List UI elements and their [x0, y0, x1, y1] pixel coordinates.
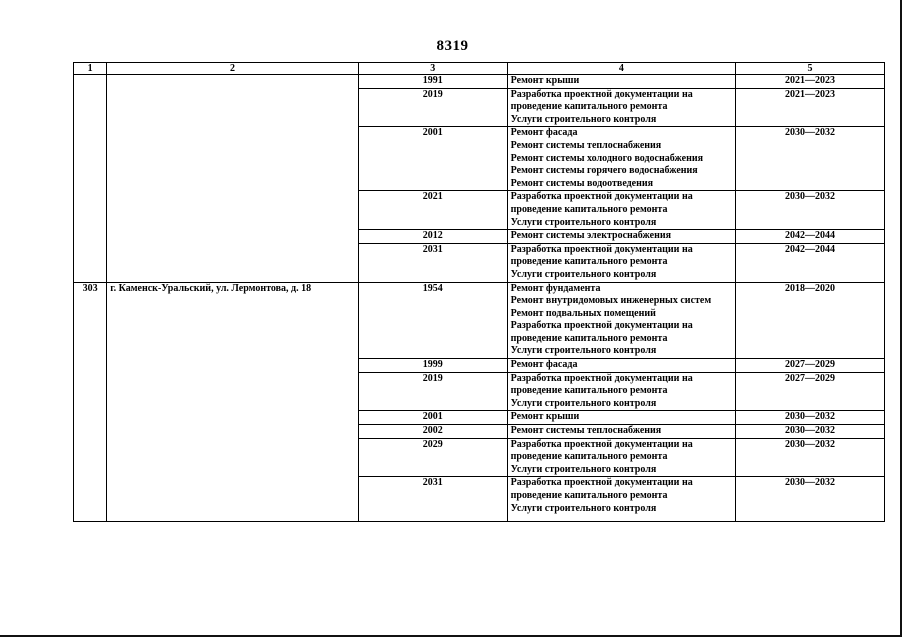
work-type-cell: [507, 230, 735, 244]
period-cell: 2021—2023: [736, 88, 885, 127]
year-cell: 2001: [358, 127, 507, 191]
work-type-cell: [507, 75, 735, 89]
work-item: Услуги строительного контроля: [510, 397, 657, 409]
period-cell: 2030—2032: [736, 191, 885, 230]
table-row: [74, 75, 885, 89]
work-item: Услуги строительного контроля: [510, 463, 657, 475]
table-row: [74, 282, 885, 359]
header-col-3: 3: [358, 63, 507, 75]
year-cell: 2031: [358, 243, 507, 282]
year-cell: 2021: [358, 191, 507, 230]
address-cell: г. Каменск-Уральский, ул. Лермонтова, д. 18: [107, 282, 359, 522]
header-col-1: 1: [74, 63, 107, 75]
work-item: проведение капитального ремонта: [510, 101, 668, 113]
work-item: проведение капитального ремонта: [510, 451, 668, 463]
period-cell: 2027—2029: [736, 372, 885, 411]
work-item: Разработка проектной документации на: [510, 320, 693, 332]
period-cell: 2030—2032: [736, 127, 885, 191]
work-item: Ремонт системы горячего водоснабжения: [510, 165, 698, 177]
work-type-cell: [507, 191, 735, 230]
work-item: Ремонт фундамента: [510, 282, 601, 294]
year-cell: 2031: [358, 477, 507, 522]
work-item: Ремонт подвальных помещений: [510, 307, 656, 319]
work-type-cell: [507, 127, 735, 191]
capital-repair-table: [73, 62, 885, 522]
year-cell: 1991: [358, 75, 507, 89]
work-item: Услуги строительного контроля: [510, 268, 657, 280]
table-body: [74, 75, 885, 522]
work-type-cell: [507, 372, 735, 411]
header-row: [74, 63, 885, 75]
year-cell: 2012: [358, 230, 507, 244]
work-item: Разработка проектной документации на: [510, 477, 693, 489]
year-cell: 2019: [358, 88, 507, 127]
year-cell: 2019: [358, 372, 507, 411]
work-item: Разработка проектной документации на: [510, 372, 693, 384]
header-col-2: 2: [107, 63, 359, 75]
work-item: Разработка проектной документации на: [510, 438, 693, 450]
period-cell: 2021—2023: [736, 75, 885, 89]
work-type-cell: [507, 477, 735, 522]
year-cell: 1954: [358, 282, 507, 359]
work-item: Ремонт фасада: [510, 127, 578, 139]
period-cell: 2030—2032: [736, 477, 885, 522]
work-item: Услуги строительного контроля: [510, 502, 657, 514]
work-item: Ремонт крыши: [510, 411, 580, 423]
work-item: Ремонт системы электроснабжения: [510, 230, 672, 242]
period-cell: 2027—2029: [736, 359, 885, 373]
period-cell: 2042—2044: [736, 230, 885, 244]
object-number-cell: [74, 75, 107, 283]
work-item: Ремонт внутридомовых инженерных систем: [510, 295, 712, 307]
year-cell: 2029: [358, 438, 507, 477]
work-item: Услуги строительного контроля: [510, 216, 657, 228]
work-item: Разработка проектной документации на: [510, 191, 693, 203]
work-item: Услуги строительного контроля: [510, 113, 657, 125]
work-item: проведение капитального ремонта: [510, 385, 668, 397]
header-col-5: 5: [736, 63, 885, 75]
work-item: проведение капитального ремонта: [510, 256, 668, 268]
year-cell: 2002: [358, 425, 507, 439]
work-item: Услуги строительного контроля: [510, 345, 657, 357]
work-item: Ремонт крыши: [510, 75, 580, 86]
work-type-cell: [507, 411, 735, 425]
work-item: Ремонт системы холодного водоснабжения: [510, 152, 703, 164]
work-item: проведение капитального ремонта: [510, 332, 668, 344]
period-cell: 2030—2032: [736, 425, 885, 439]
work-item: Разработка проектной документации на: [510, 88, 693, 100]
header-col-4: 4: [507, 63, 735, 75]
work-type-cell: [507, 88, 735, 127]
work-item: Ремонт системы водоотведения: [510, 177, 654, 189]
work-type-cell: [507, 243, 735, 282]
page-number: 8319: [436, 38, 469, 54]
object-number-cell: 303: [74, 282, 107, 522]
period-cell: 2030—2032: [736, 438, 885, 477]
work-type-cell: [507, 359, 735, 373]
period-cell: 2018—2020: [736, 282, 885, 359]
year-cell: 2001: [358, 411, 507, 425]
work-item: проведение капитального ремонта: [510, 490, 668, 501]
year-cell: 1999: [358, 359, 507, 373]
address-cell: [107, 75, 359, 283]
work-item: Разработка проектной документации на: [510, 243, 693, 255]
work-item: Ремонт системы теплоснабжения: [510, 425, 662, 437]
period-cell: 2030—2032: [736, 411, 885, 425]
work-type-cell: [507, 438, 735, 477]
work-item: проведение капитального ремонта: [510, 203, 668, 215]
period-cell: 2042—2044: [736, 243, 885, 282]
work-item: Ремонт системы теплоснабжения: [510, 139, 662, 151]
work-item: Ремонт фасада: [510, 359, 578, 371]
work-type-cell: [507, 425, 735, 439]
work-type-cell: [507, 282, 735, 359]
